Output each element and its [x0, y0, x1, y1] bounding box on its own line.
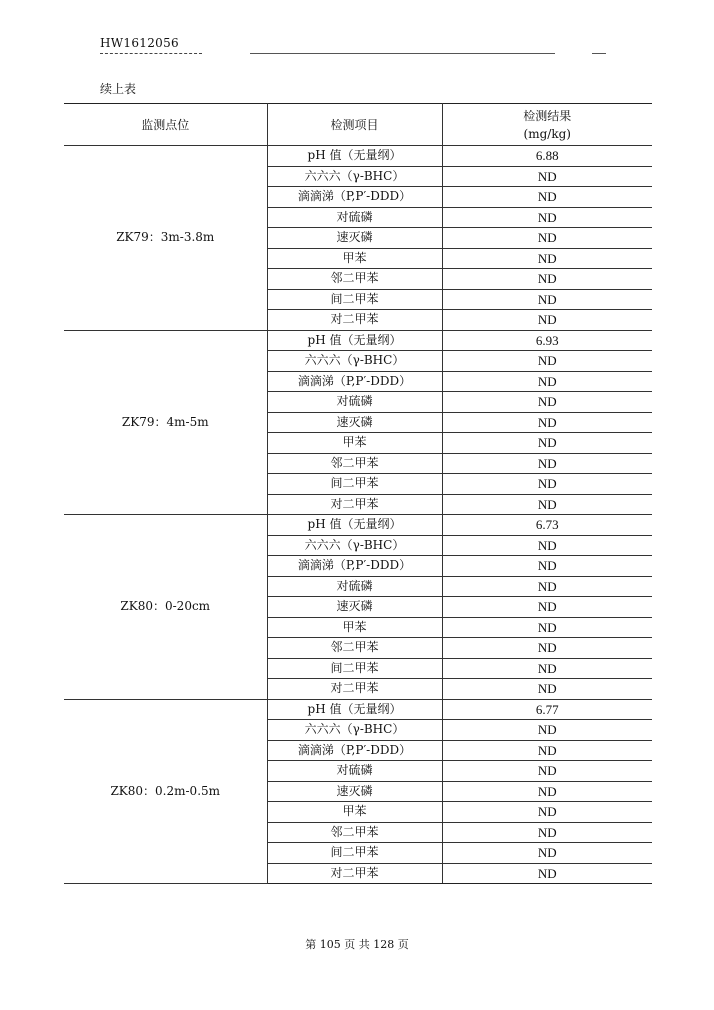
test-result: ND	[442, 679, 652, 700]
test-result: ND	[442, 228, 652, 249]
test-item: 对二甲苯	[267, 863, 442, 884]
document-id: HW1612056	[100, 36, 179, 50]
test-result: ND	[442, 187, 652, 208]
test-item: 对硫磷	[267, 207, 442, 228]
test-result: ND	[442, 248, 652, 269]
test-item: 速灭磷	[267, 228, 442, 249]
test-result: ND	[442, 556, 652, 577]
table-caption: 续上表	[100, 82, 137, 96]
test-item: 速灭磷	[267, 781, 442, 802]
test-item: 对硫磷	[267, 392, 442, 413]
monitoring-point: ZK79：4m-5m	[64, 330, 267, 515]
header-rule	[250, 53, 555, 54]
test-result: ND	[442, 453, 652, 474]
test-result: ND	[442, 822, 652, 843]
test-item: 滴滴涕（P,P′-DDD）	[267, 740, 442, 761]
test-result: 6.77	[442, 699, 652, 720]
test-item: 六六六（γ-BHC）	[267, 351, 442, 372]
test-item: 邻二甲苯	[267, 822, 442, 843]
test-item: 邻二甲苯	[267, 453, 442, 474]
test-item: 甲苯	[267, 617, 442, 638]
test-item: 滴滴涕（P,P′-DDD）	[267, 371, 442, 392]
test-item: 速灭磷	[267, 412, 442, 433]
test-item: 对二甲苯	[267, 310, 442, 331]
test-result: ND	[442, 535, 652, 556]
test-item: 六六六（γ-BHC）	[267, 720, 442, 741]
test-result: 6.73	[442, 515, 652, 536]
test-result: ND	[442, 638, 652, 659]
table-row	[64, 330, 652, 351]
test-item: 邻二甲苯	[267, 638, 442, 659]
test-result: ND	[442, 289, 652, 310]
test-result: ND	[442, 371, 652, 392]
test-item: 间二甲苯	[267, 658, 442, 679]
table-row	[64, 146, 652, 167]
test-item: 滴滴涕（P,P′-DDD）	[267, 187, 442, 208]
test-result: ND	[442, 576, 652, 597]
test-item: 对硫磷	[267, 761, 442, 782]
test-item: 间二甲苯	[267, 474, 442, 495]
test-item: 间二甲苯	[267, 289, 442, 310]
test-item: 速灭磷	[267, 597, 442, 618]
header-result	[442, 104, 652, 146]
test-item: 滴滴涕（P,P′-DDD）	[267, 556, 442, 577]
test-item: 对硫磷	[267, 576, 442, 597]
test-result: ND	[442, 720, 652, 741]
test-result: ND	[442, 207, 652, 228]
test-item: 六六六（γ-BHC）	[267, 535, 442, 556]
test-result: ND	[442, 740, 652, 761]
test-result: ND	[442, 863, 652, 884]
header-result-unit: (mg/kg)	[523, 126, 571, 141]
test-item: pH 值（无量纲）	[267, 146, 442, 167]
test-result: ND	[442, 269, 652, 290]
test-result: ND	[442, 658, 652, 679]
test-item: 邻二甲苯	[267, 269, 442, 290]
test-result: ND	[442, 433, 652, 454]
test-item: 对二甲苯	[267, 679, 442, 700]
test-result: ND	[442, 412, 652, 433]
table-header-row	[64, 104, 652, 146]
test-result: ND	[442, 761, 652, 782]
header-point: 监测点位	[64, 104, 267, 146]
test-item: 间二甲苯	[267, 843, 442, 864]
page-number: 第 105 页 共 128 页	[305, 938, 409, 951]
test-result: ND	[442, 310, 652, 331]
test-result: ND	[442, 597, 652, 618]
table-row	[64, 699, 652, 720]
test-result: ND	[442, 351, 652, 372]
test-result: 6.93	[442, 330, 652, 351]
test-result: ND	[442, 617, 652, 638]
results-table	[64, 103, 652, 884]
monitoring-point: ZK79：3m-3.8m	[64, 146, 267, 331]
header-item: 检测项目	[267, 104, 442, 146]
test-item: 甲苯	[267, 433, 442, 454]
test-item: 对二甲苯	[267, 494, 442, 515]
monitoring-point: ZK80：0-20cm	[64, 515, 267, 700]
header-result-title: 检测结果	[523, 108, 572, 123]
test-item: pH 值（无量纲）	[267, 699, 442, 720]
test-result: ND	[442, 166, 652, 187]
test-result: ND	[442, 494, 652, 515]
test-result: ND	[442, 781, 652, 802]
test-result: ND	[442, 392, 652, 413]
test-item: 甲苯	[267, 802, 442, 823]
test-result: ND	[442, 843, 652, 864]
table-row	[64, 515, 652, 536]
monitoring-point: ZK80：0.2m-0.5m	[64, 699, 267, 884]
test-result: ND	[442, 802, 652, 823]
test-result: ND	[442, 474, 652, 495]
test-item: pH 值（无量纲）	[267, 515, 442, 536]
test-item: 甲苯	[267, 248, 442, 269]
test-item: pH 值（无量纲）	[267, 330, 442, 351]
header-rule	[592, 53, 606, 54]
test-item: 六六六（γ-BHC）	[267, 166, 442, 187]
header-rule	[100, 53, 202, 54]
test-result: 6.88	[442, 146, 652, 167]
